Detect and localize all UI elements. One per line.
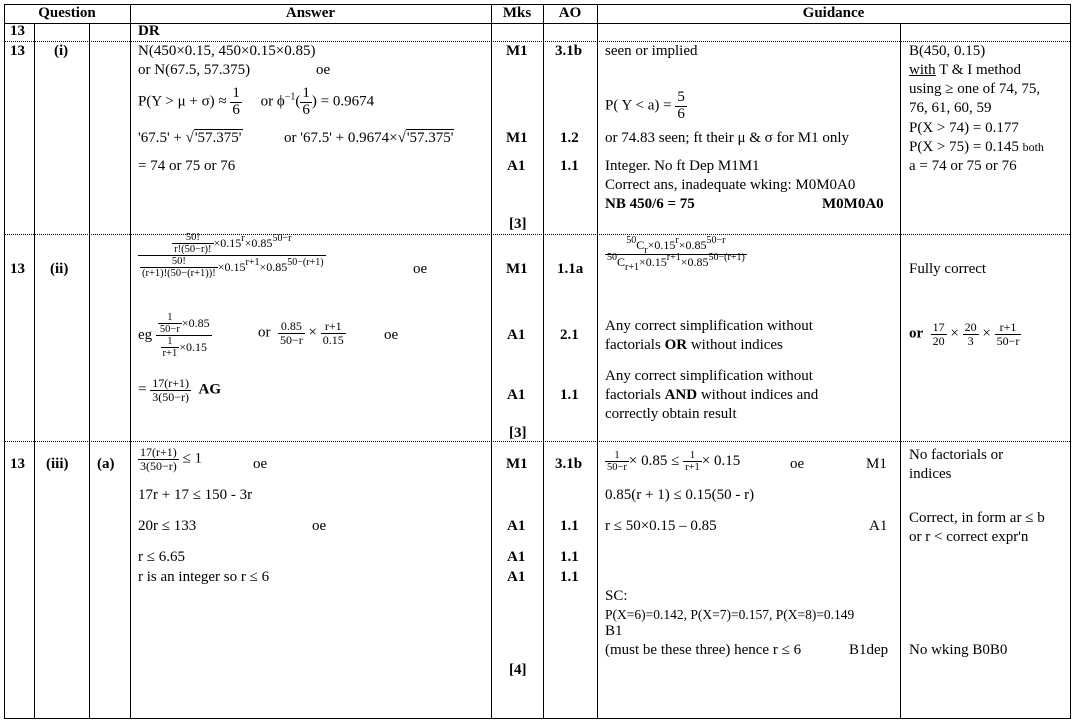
subscript: r: [644, 245, 648, 256]
text: ) = 0.9674: [311, 93, 375, 110]
part-i-note-7: a = 74 or 75 or 76: [909, 158, 1017, 174]
row-divider-dr: [4, 41, 1070, 42]
part-i-mark-3: A1: [507, 158, 526, 174]
ratio-fraction: [138, 232, 326, 279]
fraction: [138, 446, 179, 472]
denominator: r!(50−r)!: [174, 244, 212, 256]
superscript: r: [241, 232, 245, 244]
text: ×: [982, 325, 991, 342]
text: ×: [308, 324, 317, 341]
numerator: r+1: [995, 321, 1022, 335]
part-i-answer-line-2: or N(67.5, 57.375): [138, 62, 251, 78]
part-i-note-2: [909, 62, 1021, 79]
fraction: [161, 336, 180, 359]
part-iii-note-5: No wking B0B0: [909, 642, 1008, 658]
part-iii-guidance-2: 0.85(r + 1) ≤ 0.15(50 - r): [605, 487, 755, 503]
part-iii-note-3: Correct, in form ar ≤ b: [909, 510, 1045, 526]
part-iii-guidance-1: [605, 450, 740, 473]
eg-compound-fraction: [156, 312, 212, 359]
text: ×: [950, 325, 959, 342]
part-iii-mark-2: A1: [507, 518, 526, 534]
fraction: [963, 321, 979, 347]
text: (: [295, 93, 301, 110]
denominator: 3(50−r): [140, 458, 177, 473]
part-iii-oe-2: oe: [312, 518, 327, 534]
sqrt-value: '57.375': [406, 130, 454, 146]
part-ii-ao-1: 1.1a: [557, 261, 584, 277]
subscript: r+1: [625, 261, 639, 273]
text: ×0.15: [217, 259, 246, 274]
denominator: r+1: [162, 348, 178, 360]
underlined-text: with: [909, 62, 936, 78]
part-i-ao-3: 1.1: [560, 158, 579, 174]
part-ii-answer-eg: [138, 312, 212, 359]
part-iii-mark-1: M1: [506, 456, 528, 472]
sqrt-value: '57.375': [194, 130, 242, 146]
bold-text: AND: [664, 387, 698, 403]
part-iii-question-number: 13: [10, 456, 25, 472]
part-iii-sub-label: (a): [97, 456, 115, 472]
fraction: [321, 320, 346, 346]
denominator: 50−r: [996, 333, 1020, 348]
part-ii-mark-2: A1: [507, 327, 526, 343]
part-i-answer-line-3: [138, 86, 374, 119]
header-bottom-border: [4, 23, 1070, 24]
part-ii-mark-3: A1: [507, 387, 526, 403]
text: ×0.85: [244, 235, 273, 250]
superscript: 50: [626, 235, 637, 246]
denominator: 20: [932, 333, 945, 348]
superscript: 50−(r+1): [708, 251, 745, 263]
part-iii-mark-4: A1: [507, 569, 526, 585]
part-i-answer-line-5: = 74 or 75 or 76: [138, 158, 236, 174]
header-answer: Answer: [285, 5, 336, 21]
numerator: 50!: [172, 232, 213, 244]
row-divider-iii: [4, 441, 1070, 442]
col-line-guidance: [900, 23, 901, 719]
denominator: 6: [302, 101, 310, 118]
text: T & I method: [935, 62, 1021, 78]
col-line-end: [1070, 4, 1071, 719]
part-iii-answer-5: r is an integer so r ≤ 6: [138, 569, 270, 585]
denominator: r+1: [685, 462, 700, 474]
part-iii-answer-3: 20r ≤ 133: [138, 518, 197, 534]
text: =: [138, 381, 147, 398]
part-ii-question-number: 13: [10, 261, 25, 277]
col-line-0: [4, 4, 5, 719]
superscript: r: [675, 235, 679, 246]
text: or '67.5' + 0.9674×: [284, 130, 398, 146]
part-ii-guidance-2a: Any correct simplification without: [605, 318, 813, 334]
numerator: 1: [232, 85, 240, 101]
part-ii-note-1: Fully correct: [909, 261, 987, 277]
fraction-five-sixths: [675, 90, 687, 123]
part-iii-guidance-oe: oe: [790, 456, 805, 472]
text: or: [258, 324, 271, 341]
binomial-coefficient-top: [172, 232, 213, 255]
numerator: 50!: [140, 256, 218, 268]
part-ii-oe-1: oe: [413, 261, 428, 277]
fraction: [931, 321, 947, 347]
text: both: [1022, 140, 1044, 154]
part-i-total: [3]: [509, 216, 527, 232]
part-ii-mark-1: M1: [506, 261, 528, 277]
part-i-label: (i): [54, 43, 69, 59]
part-i-mark-2: M1: [506, 130, 528, 146]
eg-compound-denominator: [156, 336, 212, 359]
fraction-one-sixth: [230, 86, 242, 119]
part-iii-ao-3: 1.1: [560, 549, 579, 565]
superscript: r+1: [245, 256, 260, 268]
text: factorials: [605, 337, 665, 353]
part-iii-answer-1: [138, 446, 202, 472]
denominator: 6: [232, 101, 240, 118]
superscript: r+1: [666, 251, 681, 263]
part-iii-label: (iii): [46, 456, 69, 472]
fraction-one-sixth-2: [300, 86, 312, 119]
denominator: 50−r: [607, 462, 627, 474]
text: P(X > 75) = 0.145: [909, 139, 1019, 155]
part-iii-guidance-sc: SC:: [605, 588, 628, 604]
part-ii-oe-2: oe: [384, 327, 399, 343]
part-ii-guidance-3c: correctly obtain result: [605, 406, 737, 422]
part-i-answer-line-4: '67.5' + √'57.375': [138, 130, 242, 146]
denominator: (r+1)!(50−(r+1))!: [142, 268, 216, 280]
text: × 0.85 ≤: [628, 452, 680, 469]
part-i-note-5: P(X > 74) = 0.177: [909, 120, 1019, 136]
answer-given-label: AG: [198, 381, 221, 398]
part-ii-guidance-2b: [605, 337, 783, 354]
part-ii-guidance-3a: Any correct simplification without: [605, 368, 813, 384]
part-i-guidance-6a: NB 450/6 = 75: [605, 196, 695, 212]
denominator: 6: [677, 105, 685, 122]
table-bottom-border: [4, 718, 1070, 719]
superscript: 50−r: [706, 235, 726, 246]
part-iii-guidance-probabilities: P(X=6)=0.142, P(X=7)=0.157, P(X=8)=0.149: [605, 607, 855, 622]
part-i-guidance-3: or 74.83 seen; ft their μ & σ for M1 only: [605, 130, 850, 146]
part-iii-answer-4: r ≤ 6.65: [138, 549, 185, 565]
fraction: [278, 320, 305, 346]
ratio-numerator: [138, 232, 326, 256]
part-i-note-1: B(450, 0.15): [909, 43, 986, 59]
text: ×0.85: [259, 259, 288, 274]
part-iii-guidance-7a: (must be these three) hence r ≤ 6: [605, 642, 802, 658]
ratio-denominator: [138, 256, 326, 279]
fraction: [158, 312, 182, 335]
header-question: Question: [38, 5, 96, 21]
part-i-guidance-4: Integer. No ft Dep M1M1: [605, 158, 760, 174]
text: P(Y > μ + σ) ≈: [138, 93, 227, 110]
text: ×0.85: [181, 315, 210, 330]
superscript: 50−r: [272, 232, 292, 244]
part-i-guidance-5: Correct ans, inadequate wking: M0M0A0: [605, 177, 856, 193]
part-i-oe: oe: [316, 62, 331, 78]
part-i-question-number: 13: [10, 43, 25, 59]
col-line-part: [89, 23, 90, 719]
col-line-marks: [543, 4, 544, 719]
part-i-answer-line-4b: or '67.5' + 0.9674×√'57.375': [284, 130, 454, 146]
numerator: 1: [605, 450, 629, 462]
text: C: [617, 254, 626, 269]
part-iii-note-2: indices: [909, 466, 952, 482]
part-ii-ao-2: 2.1: [560, 327, 579, 343]
col-line-q: [34, 23, 35, 719]
part-ii-total: [3]: [509, 425, 527, 441]
text: ×0.15: [179, 339, 207, 354]
fraction: [683, 450, 702, 473]
numerator: 1: [683, 450, 702, 462]
part-ii-answer-result: [138, 377, 221, 403]
superscript: 50−(r+1): [287, 256, 324, 268]
part-i-note-6: [909, 139, 1044, 156]
bold-text: or: [909, 325, 924, 342]
text: ×0.85: [680, 254, 709, 269]
guidance-ratio-fraction: [605, 235, 747, 273]
part-i-mark-1: M1: [506, 43, 528, 59]
part-i-answer-line-1: N(450×0.15, 450×0.15×0.85): [138, 43, 316, 59]
eg-compound-numerator: [156, 312, 212, 336]
denominator: 50−r: [280, 332, 303, 347]
numerator: r+1: [321, 320, 346, 334]
part-iii-guidance-7b: B1dep: [849, 642, 889, 658]
part-ii-label: (ii): [50, 261, 69, 277]
part-iii-oe-1: oe: [253, 456, 268, 472]
part-iii-note-1: No factorials or: [909, 447, 1004, 463]
text: '67.5' +: [138, 130, 182, 146]
part-i-note-3: using ≥ one of 74, 75,: [909, 81, 1041, 97]
text: or ϕ: [260, 93, 285, 110]
numerator: 20: [964, 320, 977, 334]
numerator: 17(r+1): [140, 445, 177, 459]
text: P( Y < a) =: [605, 97, 672, 114]
text: × 0.15: [701, 452, 741, 469]
part-ii-guidance-formula: [605, 235, 747, 273]
numerator: 1: [158, 312, 182, 324]
denominator: 3: [967, 333, 974, 348]
denominator: 50−r: [159, 324, 180, 336]
part-iii-guidance-b1: B1: [605, 623, 623, 639]
dr-question-number: 13: [10, 23, 25, 39]
text: eg: [138, 326, 153, 343]
text: ×0.85: [678, 238, 707, 252]
superscript: −1: [284, 91, 296, 103]
text: without indices and: [697, 387, 819, 403]
fraction: [605, 450, 629, 473]
part-i-guidance-1: seen or implied: [605, 43, 698, 59]
denominator: 3(50−r): [152, 389, 189, 404]
part-iii-answer-2: 17r + 17 ≤ 150 - 3r: [138, 487, 253, 503]
text: ×0.15: [639, 254, 667, 269]
text: C: [636, 238, 645, 252]
part-ii-answer-big-fraction: [138, 232, 326, 279]
numerator: 1: [302, 85, 310, 101]
part-i-ao-2: 1.2: [560, 130, 579, 146]
part-i-guidance-6b: M0M0A0: [822, 196, 884, 212]
part-iii-note-4: or r < correct expr'n: [909, 529, 1029, 545]
part-i-note-4: 76, 61, 60, 59: [909, 100, 992, 116]
part-ii-answer-eg-alt: [258, 320, 346, 346]
numerator: 17(r+1): [152, 376, 189, 390]
part-iii-guidance-a1: A1: [869, 518, 888, 534]
bold-text: OR: [664, 337, 688, 353]
result-fraction: [150, 377, 191, 403]
part-i-ao-1: 3.1b: [555, 43, 583, 59]
part-iii-ao-2: 1.1: [560, 518, 579, 534]
part-i-guidance-2: [605, 90, 687, 123]
part-iii-guidance-m1: M1: [866, 456, 887, 472]
header-ao: AO: [558, 5, 582, 21]
part-iii-total: [4]: [509, 662, 527, 678]
col-line-answer: [491, 4, 492, 719]
text: without indices: [687, 337, 783, 353]
text: ×0.15: [647, 238, 676, 252]
header-marks: Mks: [502, 5, 532, 21]
part-iii-guidance-3: r ≤ 50×0.15 – 0.85: [605, 518, 717, 534]
text: ×0.15: [213, 235, 242, 250]
fraction: [995, 321, 1022, 347]
numerator: 17: [932, 320, 945, 334]
col-line-ao: [597, 4, 598, 719]
binomial-coefficient-bottom: [140, 256, 218, 279]
text: factorials: [605, 387, 665, 403]
denominator: 0.15: [322, 332, 344, 347]
numerator: 0.85: [278, 320, 305, 334]
numerator: 1: [161, 336, 180, 348]
part-ii-note-2: [909, 321, 1021, 347]
guidance-ratio-denominator: [605, 251, 747, 273]
superscript: 50: [607, 251, 617, 263]
text: ≤ 1: [182, 450, 202, 467]
dr-label: DR: [138, 23, 160, 39]
numerator: 5: [677, 89, 685, 105]
part-iii-ao-4: 1.1: [560, 569, 579, 585]
part-iii-mark-3: A1: [507, 549, 526, 565]
col-line-sub: [130, 4, 131, 719]
header-guidance: Guidance: [802, 5, 865, 21]
part-ii-ao-3: 1.1: [560, 387, 579, 403]
part-iii-ao-1: 3.1b: [555, 456, 583, 472]
part-ii-guidance-3b: [605, 387, 818, 404]
